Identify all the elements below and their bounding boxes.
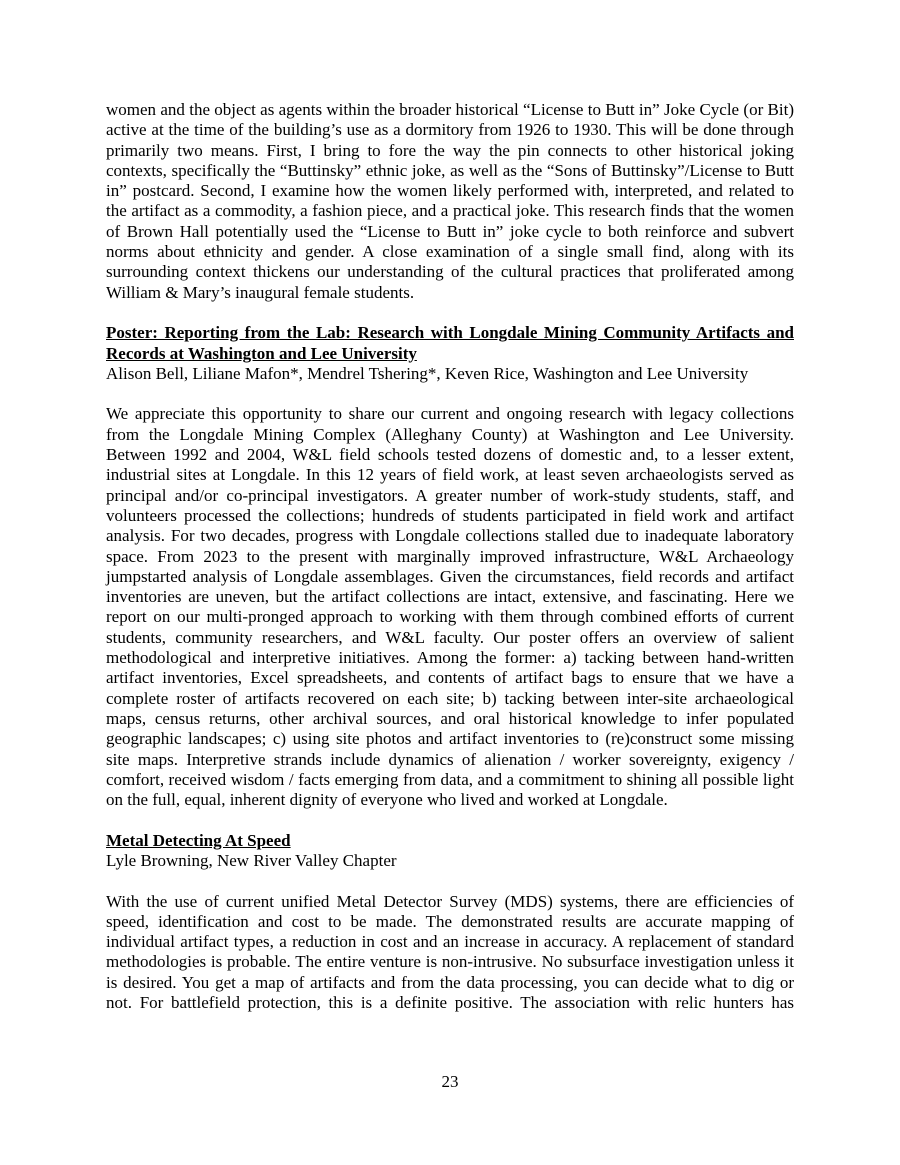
abstract-longdale-poster <box>106 323 794 810</box>
abstract-body: With the use of current unified Metal Detector Survey (MDS) systems, there are efficiencies of speed, identification and cost to be made. The demonstrated results are accurate mapping of individual artifact types, a reduction in cost and an increase in accuracy. A replacement of standard methodologies is probable. The entire venture is non-intrusive. No subsurface investigation unless it is desired. You get a map of artifacts and from the data processing, you can decide what to dig or not. For battlefield protection, this is a definite positive. The association with relic hunters has <box>106 891 794 1013</box>
page-content <box>106 100 794 1013</box>
abstract-authors: Alison Bell, Liliane Mafon*, Mendrel Tshering*, Keven Rice, Washington and Lee University <box>106 363 749 383</box>
abstract-body: We appreciate this opportunity to share our current and ongoing research with legacy collections from the Longdale Mining Complex (Alleghany County) at Washington and Lee University. Between 1992 and 2004, W&L field schools tested dozens of domestic and, to a lesser extent, industrial sites at Longdale. In this 12 years of field work, at least seven archaeologists served as principal and/or co-principal investigators. A greater number of work-study students, staff, and volunteers processed the collections; hundreds of students participated in field work and artifact analysis. For two decades, progress with Longdale collections stalled due to inadequate laboratory space. From 2023 to the present with marginally improved infrastructure, W&L Archaeology jumpstarted analysis of Longdale assemblages. Given the circumstances, field records and artifact inventories are uneven, but the artifact collections are intact, extensive, and fascinating. Here we report on our multi-pronged approach to working with them through combined efforts of current students, community researchers, and W&L faculty. Our poster offers an overview of salient methodological and interpretive initiatives. Among the former: a) tacking between hand-written artifact inventories, Excel spreadsheets, and contents of artifact bags to ensure that we have a complete roster of artifacts recovered on each site; b) tacking between inter-site archaeological maps, census returns, other archival sources, and oral historical knowledge to infer populated geographic landscapes; c) using site photos and artifact inventories to (re)construct some missing site maps. Interpretive strands include dynamics of alienation / worker sovereignty, exigency / comfort, received wisdom / facts emerging from data, and a commitment to shining all possible light on the full, equal, inherent dignity of everyone who lived and worked at Longdale. <box>106 404 794 810</box>
abstract-authors: Lyle Browning, New River Valley Chapter <box>106 850 397 870</box>
abstract-title: Metal Detecting At Speed <box>106 830 291 850</box>
abstract-title: Poster: Reporting from the Lab: Research with Longdale Mining Community Artifacts and Records at Washington and Lee University <box>106 323 794 363</box>
continuation-paragraph: women and the object as agents within the broader historical “License to Butt in” Joke Cycle (or Bit) active at the time of the building’s use as a dormitory from 1926 to 1930. This will be done through primarily two means. First, I bring to fore the way the pin connects to other historical joking contexts, specifically the “Buttinsky” ethnic joke, as well as the “Sons of Buttinsky”/License to Butt in” postcard. Second, I examine how the women likely performed with, interpreted, and related to the artifact as a commodity, a fashion piece, and a practical joke. This research finds that the women of Brown Hall potentially used the “License to Butt in” joke cycle to both reinforce and subvert norms about ethnicity and gender. A close examination of a single small find, along with its surrounding context thickens our understanding of the cultural practices that proliferated among William & Mary’s inaugural female students. <box>106 100 794 302</box>
abstract-metal-detecting <box>106 831 794 1014</box>
page-number: 23 <box>441 1072 459 1091</box>
